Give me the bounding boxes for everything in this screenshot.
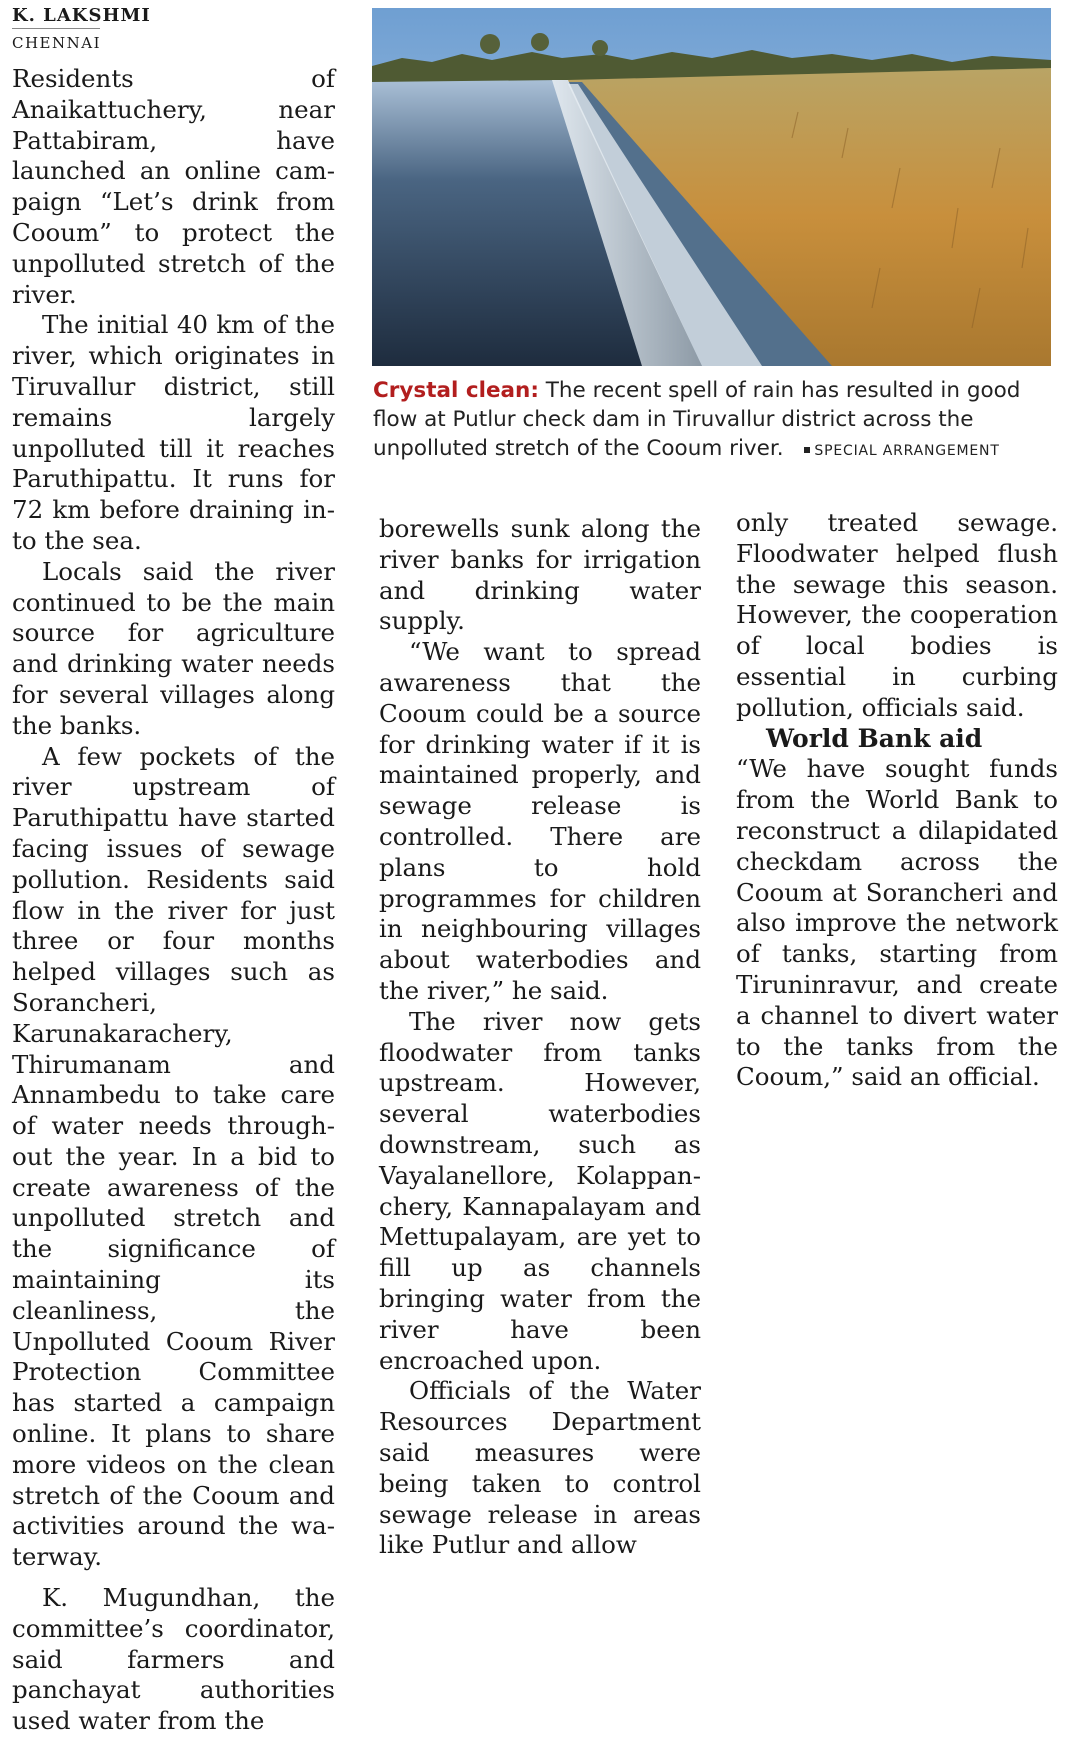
byline (12, 4, 151, 53)
paragraph: borewells sunk along the river banks for irrigation and drinking water supply. (379, 514, 701, 636)
credit-square-icon (804, 447, 810, 453)
credit-text: SPECIAL ARRANGEMENT (814, 443, 1000, 459)
paragraph: Officials of the Water Resources Department said measures were being taken to control sewage release in areas like Putlur and allow (379, 1376, 701, 1560)
paragraph: K. Mugundhan, the committee’s coordinator, said farmers and panchayat authorities used water from the (12, 1583, 335, 1736)
author-name: K. LAKSHMI (12, 5, 151, 26)
photo-credit (804, 443, 999, 459)
article-column-1 (12, 64, 335, 1737)
caption-lead: Crystal clean: (373, 378, 539, 403)
river-check-dam-photo (372, 8, 1051, 366)
paragraph: “We want to spread awareness that the Cooum could be a source for drinking water if it is maintained properly, and sewage release is controlled. There are plans to hold programmes for children in neighbouring villages about waterbodies and the river,” he said. (379, 637, 701, 1005)
photo-illustration (372, 8, 1051, 366)
paragraph: Locals said the river continued to be the main source for agriculture and drinking water needs for several villages along the banks. (12, 556, 335, 740)
subhead-world-bank-aid: World Bank aid (766, 723, 983, 753)
dateline: CHENNAI (12, 28, 100, 53)
paragraph: The river now gets floodwater from tanks upstream. However, several waterbodies downstream, such as Vayalanellore, Kolappanchery, Kannapalayam and Mettupalayam, are yet to fill up as channels bringing water from the river have been encroached upon. (379, 1006, 701, 1375)
paragraph: Residents of Anaikattuchery, near Pattabiram, have launched an online campaign “Let’s drink from Cooum” to protect the unpolluted stretch of the river. (12, 64, 335, 309)
paragraph: “We have sought funds from the World Bank to reconstruct a dilapidated checkdam across the Cooum at Sorancheri and also improve the network of tanks, starting from Tiruninravur, and create a channel to divert water to the tanks from the Cooum,” said an official. (736, 754, 1058, 1092)
paragraph: A few pockets of the river upstream of Paruthipattu have started facing issues of sewage pollution. Residents said flow in the river for just three or four months helped villages such as Sorancheri, Karunakarachery, Thirumanam and Annambedu to take care of water needs throughout the year. In a bid to create awareness of the unpolluted stretch and the significance of maintaining its cleanliness, the Unpolluted Cooum River Protection Committee has started a campaign online. It plans to share more videos on the clean stretch of the Cooum and activities around the waterway. (12, 741, 335, 1572)
photo-caption (373, 376, 1063, 466)
article-column-3 (736, 508, 1058, 1093)
paragraph: The initial 40 km of the river, which originates in Tiruvallur district, still remains largely unpolluted till it reaches Paruthipattu. It runs for 72 km before draining into the sea. (12, 310, 335, 555)
article-column-2 (379, 514, 701, 1561)
paragraph: only treated sewage. Floodwater helped flush the sewage this season. However, the cooperation of local bodies is essential in curbing pollution, officials said. (736, 508, 1058, 722)
caption-text: The recent spell of rain has resulted in good flow at Putlur check dam in Tiruvallur district across the unpolluted stretch of the Cooum river. (373, 378, 1021, 461)
